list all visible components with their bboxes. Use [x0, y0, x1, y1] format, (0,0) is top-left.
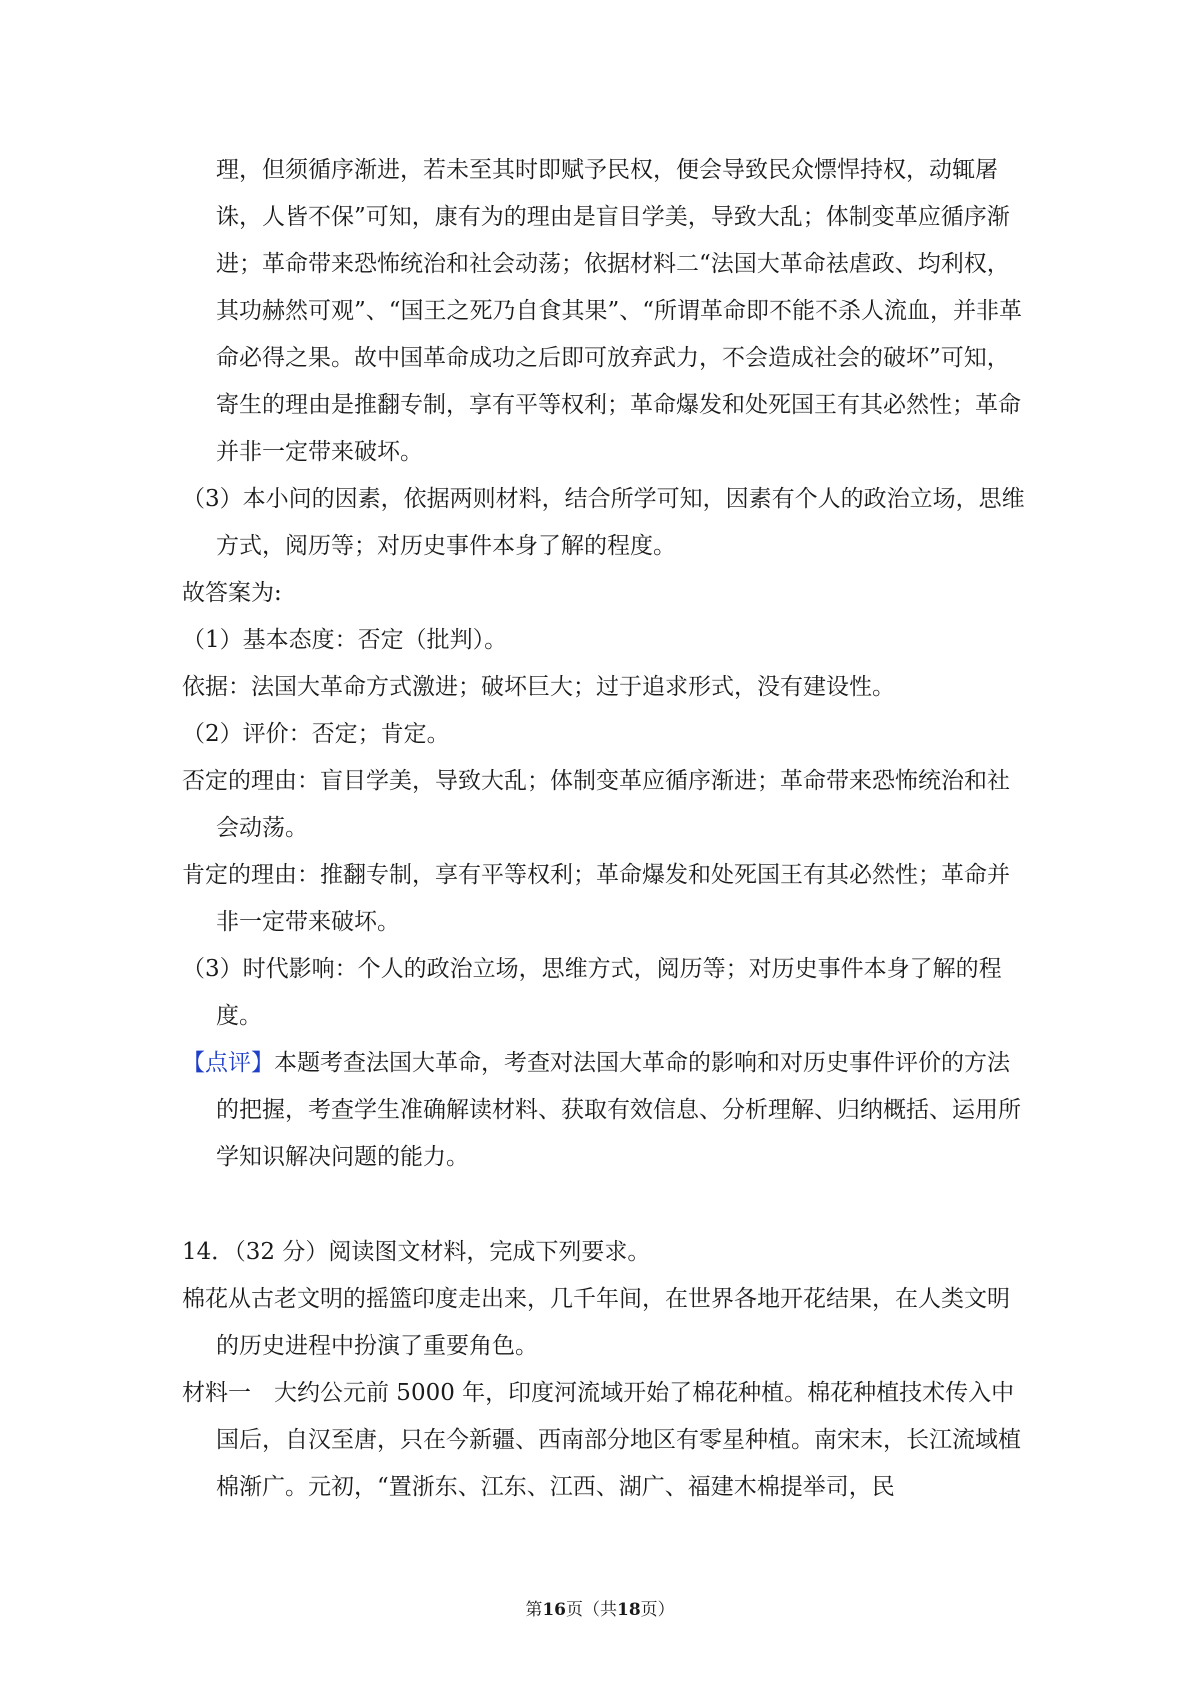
answer-heading: 故答案为: — [182, 580, 282, 606]
answer-2: （2）评价：否定；肯定。 — [182, 721, 450, 747]
answer-1: （1）基本态度：否定（批判）。 — [182, 627, 508, 653]
answer-3: （3）时代影响：个人的政治立场，思维方式，阅历等；对历史事件本身了解的程度。 — [182, 956, 1002, 1029]
question-14-intro: 棉花从古老文明的摇篮印度走出来，几千年间，在世界各地开花结果，在人类文明的历史进程中扮演了重要角色。 — [182, 1286, 1010, 1359]
answer-2-negative: 否定的理由：盲目学美，导致大乱；体制变革应循序渐进；革命带来恐怖统治和社会动荡。 — [182, 768, 1010, 841]
footer-page-number: 16 — [542, 1600, 566, 1620]
question-14-material-1: 材料一 大约公元前 5000 年，印度河流域开始了棉花种植。棉花种植技术传入中国后，自汉至唐，只在今新疆、西南部分地区有零星种植。南宋末，长江流域植棉渐广。元初，“置浙东、江东、江西、湖广、福建木棉提举司，民 — [182, 1380, 1021, 1500]
section-gap — [182, 1181, 1030, 1229]
page-content — [182, 147, 1030, 1511]
analysis-part3: （3）本小问的因素，依据两则材料，结合所学可知，因素有个人的政治立场，思维方式，阅历等；对历史事件本身了解的程度。 — [182, 486, 1025, 559]
analysis-continuation: 理，但须循序渐进，若未至其时即赋予民权，便会导致民众慓悍持权，动辄屠诛，人皆不保”可知，康有为的理由是盲目学美，导致大乱；体制变革应循序渐进；革命带来恐怖统治和社会动荡；依据材料二“法国大革命祛虐政、均利权，其功赫然可观”、“国王之死乃自食其果”、“所谓革命即不能不杀人流血，并非革命必得之果。故中国革命成功之后即可放弃武力，不会造成社会的破坏”可知，寄生的理由是推翻专制，享有平等权利；革命爆发和处死国王有其必然性；革命并非一定带来破坏。 — [216, 157, 1023, 465]
footer-total-pages: 18 — [617, 1600, 641, 1620]
footer-prefix: 第 — [525, 1600, 543, 1620]
comment-paragraph — [182, 1040, 1030, 1181]
comment-tag: 【点评】 — [182, 1050, 274, 1076]
footer-middle: 页（共 — [566, 1600, 617, 1620]
comment-text: 本题考查法国大革命，考查对法国大革命的影响和对历史事件评价的方法的把握，考查学生准确解读材料、获取有效信息、分析理解、归纳概括、运用所学知识解决问题的能力。 — [216, 1050, 1021, 1170]
question-14-title: 14．（32 分）阅读图文材料，完成下列要求。 — [182, 1239, 651, 1265]
answer-2-positive: 肯定的理由：推翻专制，享有平等权利；革命爆发和处死国王有其必然性；革命并非一定带来破坏。 — [182, 862, 1010, 935]
answer-1-basis: 依据：法国大革命方式激进；破坏巨大；过于追求形式，没有建设性。 — [182, 674, 895, 700]
page-footer — [0, 1598, 1200, 1622]
footer-suffix: 页） — [640, 1600, 675, 1620]
